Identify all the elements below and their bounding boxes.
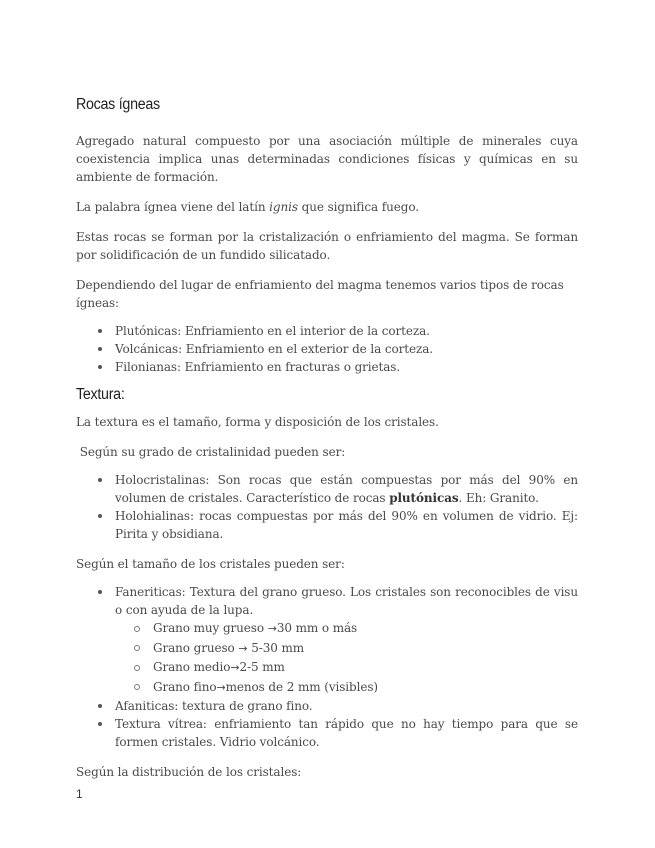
paragraph-texture-definition: La textura es el tamaño, forma y disposición de los cristales. <box>76 415 439 429</box>
holocristalinas-text-a: Holocristalinas: Son rocas que están compuestas por más del 90% en volumen de cristales. Característico de rocas <box>115 473 578 505</box>
list-item: Filonianas: Enfriamiento en fracturas o grietas. <box>76 358 578 376</box>
grain-label: Grano medio <box>153 660 231 674</box>
list-crystal-size <box>76 583 578 751</box>
list-crystallinity <box>76 471 578 543</box>
grain-label: Grano grueso <box>153 640 239 655</box>
list-item: Holohialinas: rocas compuestas por más del 90% en volumen de vidrio. Ej: Pirita y obsidiana. <box>76 507 578 543</box>
holocristalinas-text-c: . Eh: Granito. <box>458 491 539 505</box>
arrow-icon: → <box>238 641 248 655</box>
grain-value: 2-5 mm <box>239 660 285 674</box>
list-item: Plutónicas: Enfriamiento en el interior de la corteza. <box>76 322 578 340</box>
list-item <box>76 471 578 507</box>
arrow-icon: → <box>230 661 240 674</box>
grain-item <box>115 639 578 659</box>
list-item: Afaniticas: textura de grano fino. <box>76 697 578 715</box>
grain-label: Grano fino <box>153 679 217 694</box>
paragraph-definition: Agregado natural compuesto por una asociación múltiple de minerales cuya coexistencia implica unas determinadas condiciones físicas y químicas en su ambiente de formación. <box>76 134 578 184</box>
list-grain-sizes <box>115 619 578 697</box>
heading-rocas-igneas: Rocas ígneas <box>76 96 160 113</box>
heading-textura: Textura: <box>76 386 125 403</box>
list-item <box>76 583 578 697</box>
etymology-italic-word: ignis <box>269 200 298 214</box>
grain-item <box>115 658 578 678</box>
list-rock-types <box>76 322 578 376</box>
etymology-text-b: que significa fuego. <box>297 200 419 214</box>
grain-value: 5-30 mm <box>247 640 305 655</box>
paragraph-crystallinity-intro: Según su grado de cristalinidad pueden ser: <box>76 445 346 459</box>
list-item: Volcánicas: Enfriamiento en el exterior de la corteza. <box>76 340 578 358</box>
grain-item <box>115 678 578 698</box>
list-item: Textura vítrea: enfriamiento tan rápido que no hay tiempo para que se formen cristales. Vidrio volcánico. <box>76 715 578 751</box>
paragraph-distribution-intro: Según la distribución de los cristales: <box>76 765 302 779</box>
grain-item <box>115 619 578 639</box>
paragraph-size-intro: Según el tamaño de los cristales pueden ser: <box>76 557 345 571</box>
grain-label: Grano muy grueso <box>153 621 268 635</box>
paragraph-types-intro: Dependiendo del lugar de enfriamiento del magma tenemos varios tipos de rocas ígneas: <box>76 278 564 310</box>
faneriticas-text: Faneriticas: Textura del grano grueso. Los cristales son reconocibles de visu o con ayuda de la lupa. <box>115 585 578 617</box>
document-page <box>76 96 578 781</box>
etymology-text-a: La palabra ígnea viene del latín <box>76 200 270 214</box>
arrow-icon: → <box>216 680 226 694</box>
grain-value: menos de 2 mm (visibles) <box>225 679 378 694</box>
holocristalinas-bold: plutónicas <box>389 491 459 505</box>
paragraph-formation: Estas rocas se forman por la cristalización o enfriamiento del magma. Se forman por solidificación de un fundido silicatado. <box>76 230 578 262</box>
grain-value: 30 mm o más <box>276 621 358 635</box>
paragraph-etymology <box>76 198 578 216</box>
page-number: 1 <box>76 787 83 801</box>
arrow-icon: → <box>267 622 277 635</box>
